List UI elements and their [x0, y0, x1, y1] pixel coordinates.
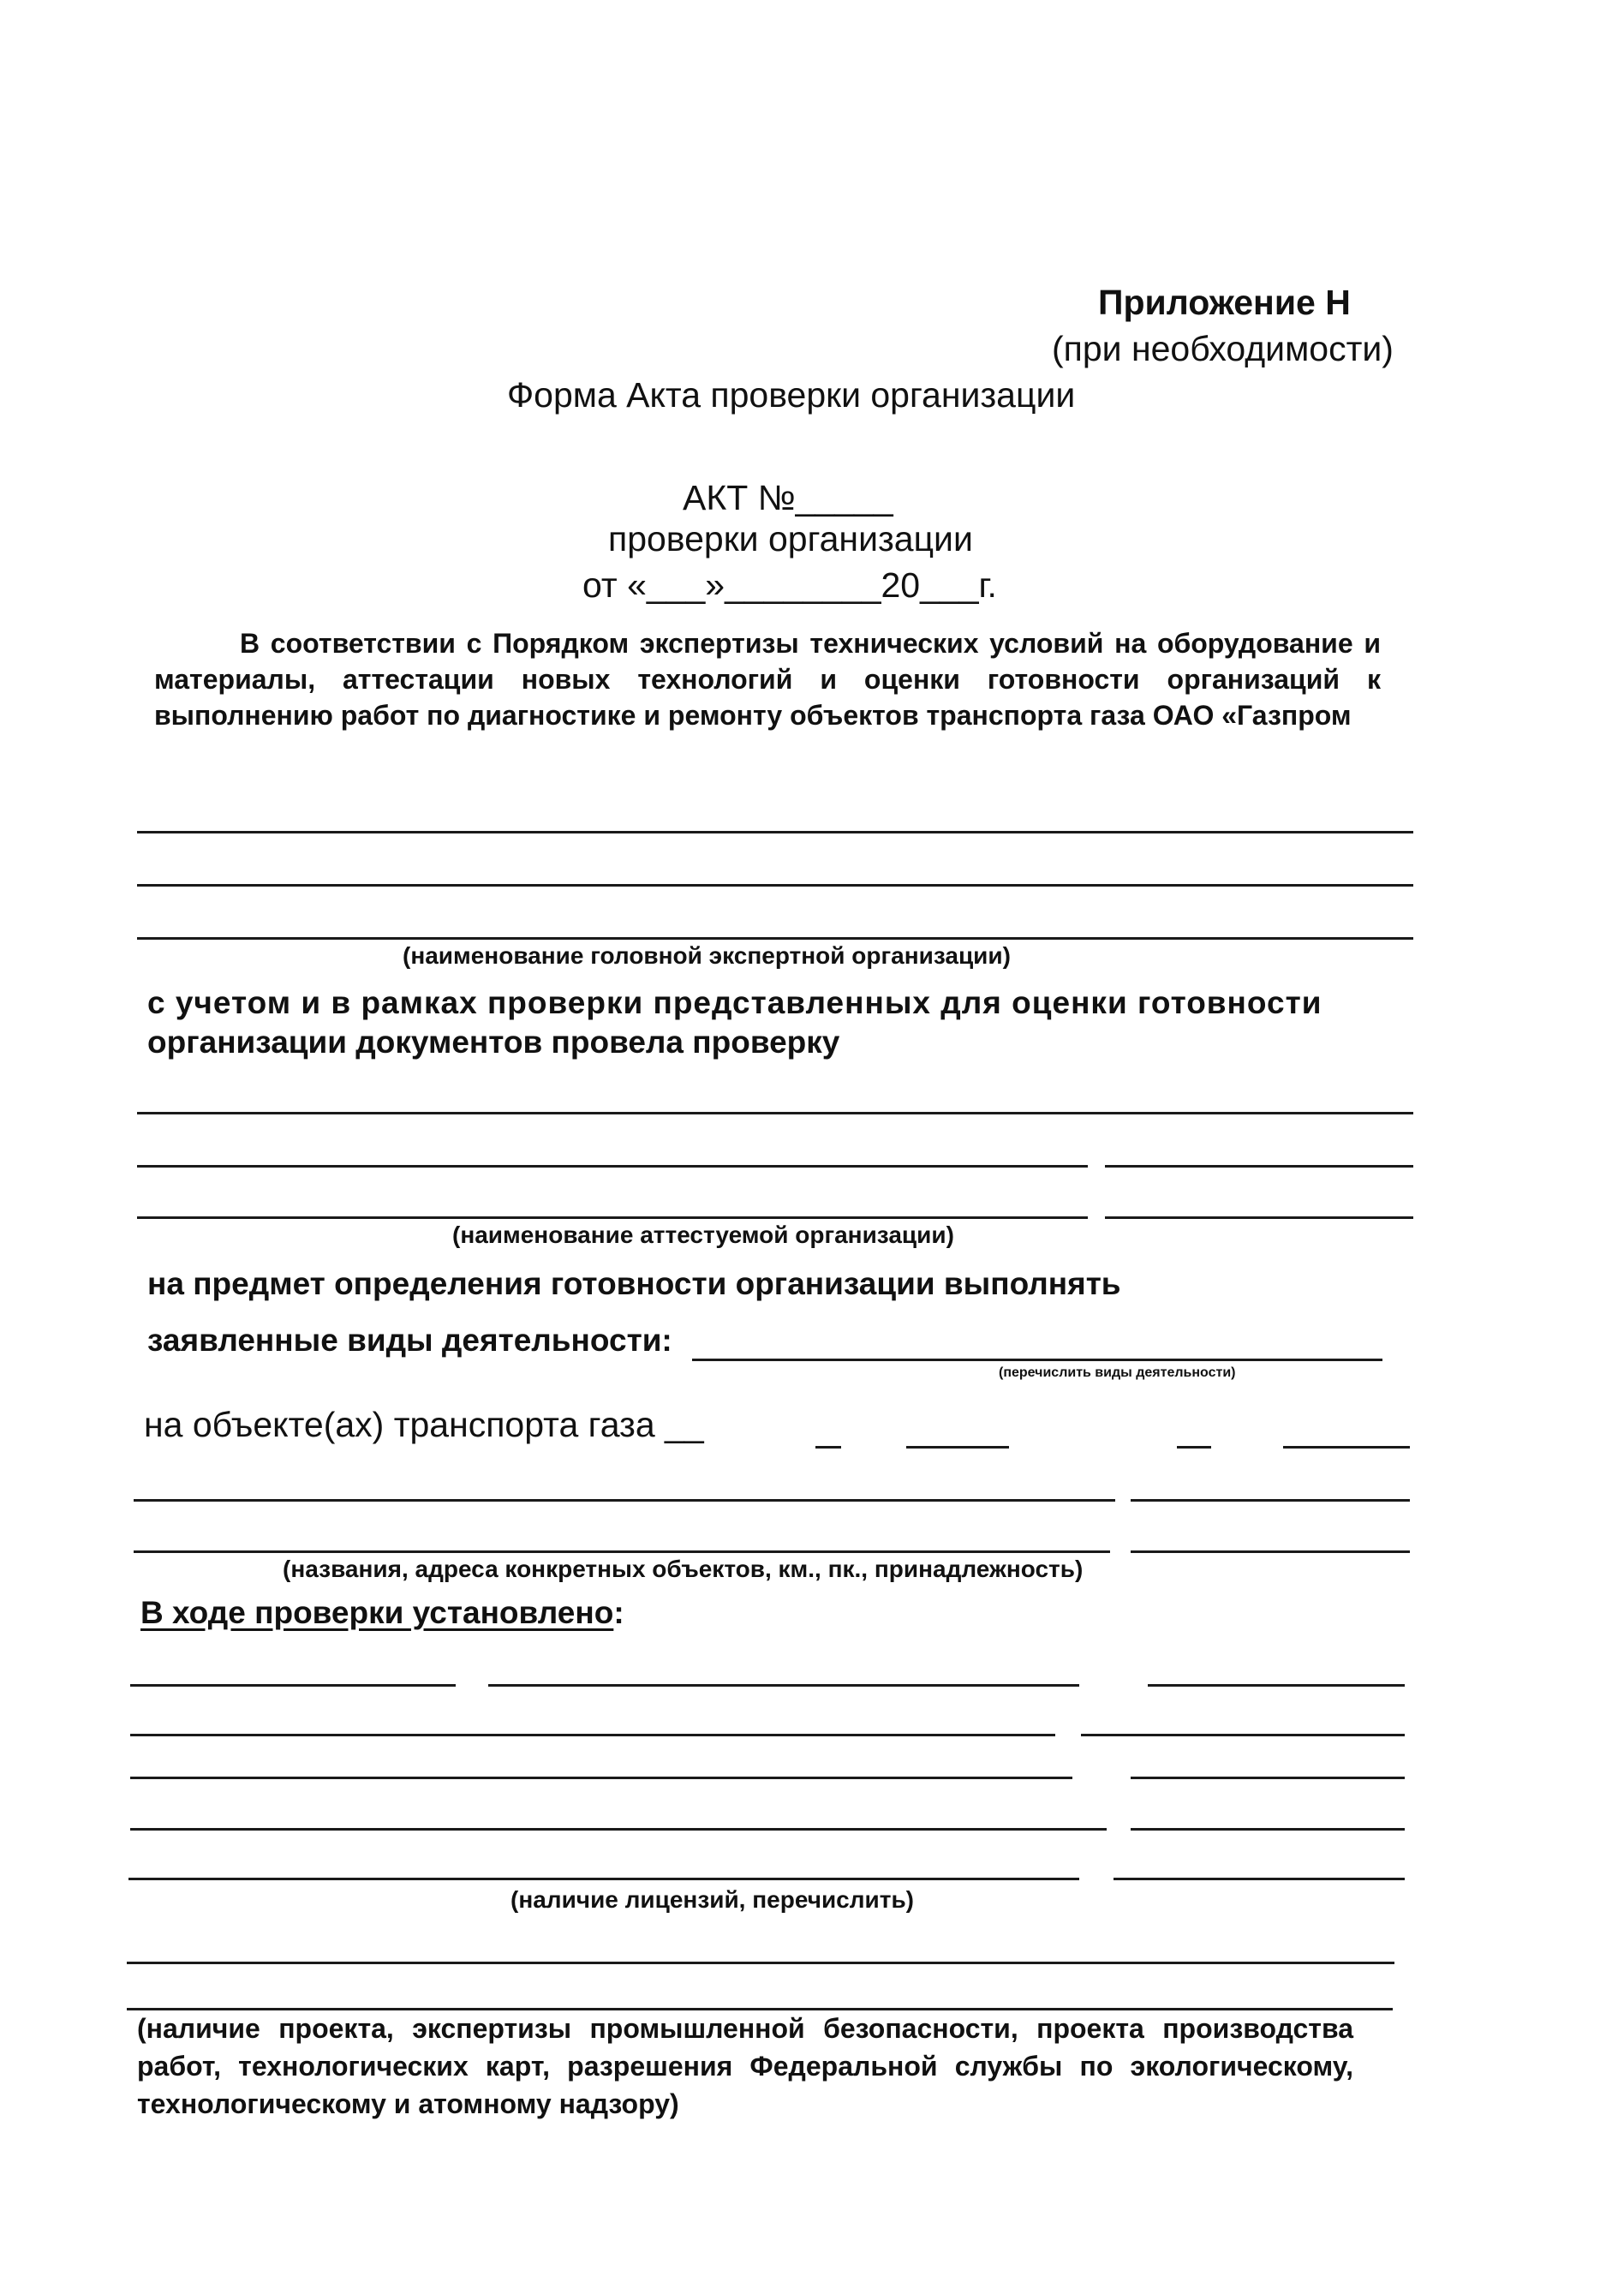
intro-paragraph	[154, 625, 1381, 733]
blank-line	[815, 1446, 841, 1449]
blank-line	[1105, 1216, 1413, 1219]
activities-caption: (перечислить виды деятельности)	[999, 1365, 1236, 1380]
activities-label: заявленные виды деятельности:	[147, 1323, 672, 1358]
blank-line	[128, 1878, 1079, 1880]
blank-line	[130, 1684, 456, 1687]
annex-note: (при необходимости)	[1052, 329, 1394, 368]
blank-line	[130, 1734, 1055, 1736]
blank-line	[1105, 1165, 1413, 1168]
blank-line	[137, 1112, 1413, 1114]
annex-title: Приложение Н	[1098, 283, 1351, 322]
activities-blank-line	[692, 1359, 1382, 1361]
blank-line	[1131, 1550, 1410, 1553]
blank-line	[127, 1962, 1394, 1964]
form-title: Форма Акта проверки организации	[507, 375, 1076, 415]
attested-org-caption: (наименование аттестуемой организации)	[452, 1222, 954, 1248]
blank-line	[130, 1828, 1107, 1831]
subject-text: на предмет определения готовности организации выполнять	[147, 1266, 1121, 1301]
act-subtitle: проверки организации	[608, 519, 973, 559]
blank-line	[1131, 1499, 1410, 1502]
blank-line	[488, 1684, 1079, 1687]
findings-heading-colon: :	[613, 1595, 624, 1630]
blank-line	[1131, 1828, 1405, 1831]
intro-text: В соответствии с Порядком экспертизы технических условий на оборудование и материалы, аттестации новых технологий и оценки готовности организаций к выполнению работ по диагностике и ремонту объектов транспорта газа ОАО «Газпром	[154, 628, 1381, 731]
blank-line	[130, 1777, 1072, 1779]
check-text-line-2: организации документов провела проверку	[147, 1024, 840, 1060]
blank-line	[1081, 1734, 1405, 1736]
objects-label: на объекте(ах) транспорта газа __	[144, 1405, 704, 1444]
act-number: АКТ №_____	[683, 478, 893, 517]
blank-line	[1148, 1684, 1405, 1687]
objects-caption: (названия, адреса конкретных объектов, км., пк., принадлежность)	[283, 1556, 1084, 1582]
blank-line	[137, 1216, 1088, 1219]
blank-line	[134, 1550, 1110, 1553]
blank-line	[134, 1499, 1115, 1502]
blank-line	[137, 884, 1413, 887]
licenses-caption: (наличие лицензий, перечислить)	[510, 1886, 914, 1913]
blank-line	[137, 831, 1413, 833]
blank-line	[1283, 1446, 1410, 1449]
act-date: от «___»________20___г.	[582, 565, 997, 605]
final-note: (наличие проекта, экспертизы промышленной безопасности, проекта производства работ, технологических карт, разрешения Федеральной службы по экологическому, технологическому и атомному надзору)	[137, 2013, 1353, 2119]
blank-line	[1114, 1878, 1405, 1880]
blank-line	[906, 1446, 1009, 1449]
blank-line	[1177, 1446, 1211, 1449]
lead-org-caption: (наименование головной экспертной организации)	[403, 942, 1011, 969]
blank-line	[137, 1165, 1088, 1168]
findings-heading	[140, 1595, 624, 1631]
check-text-line-1: с учетом и в рамках проверки представленных для оценки готовности	[147, 985, 1322, 1020]
blank-line	[1131, 1777, 1405, 1779]
findings-heading-text: В ходе проверки установлено	[140, 1595, 614, 1630]
blank-line	[137, 937, 1413, 940]
